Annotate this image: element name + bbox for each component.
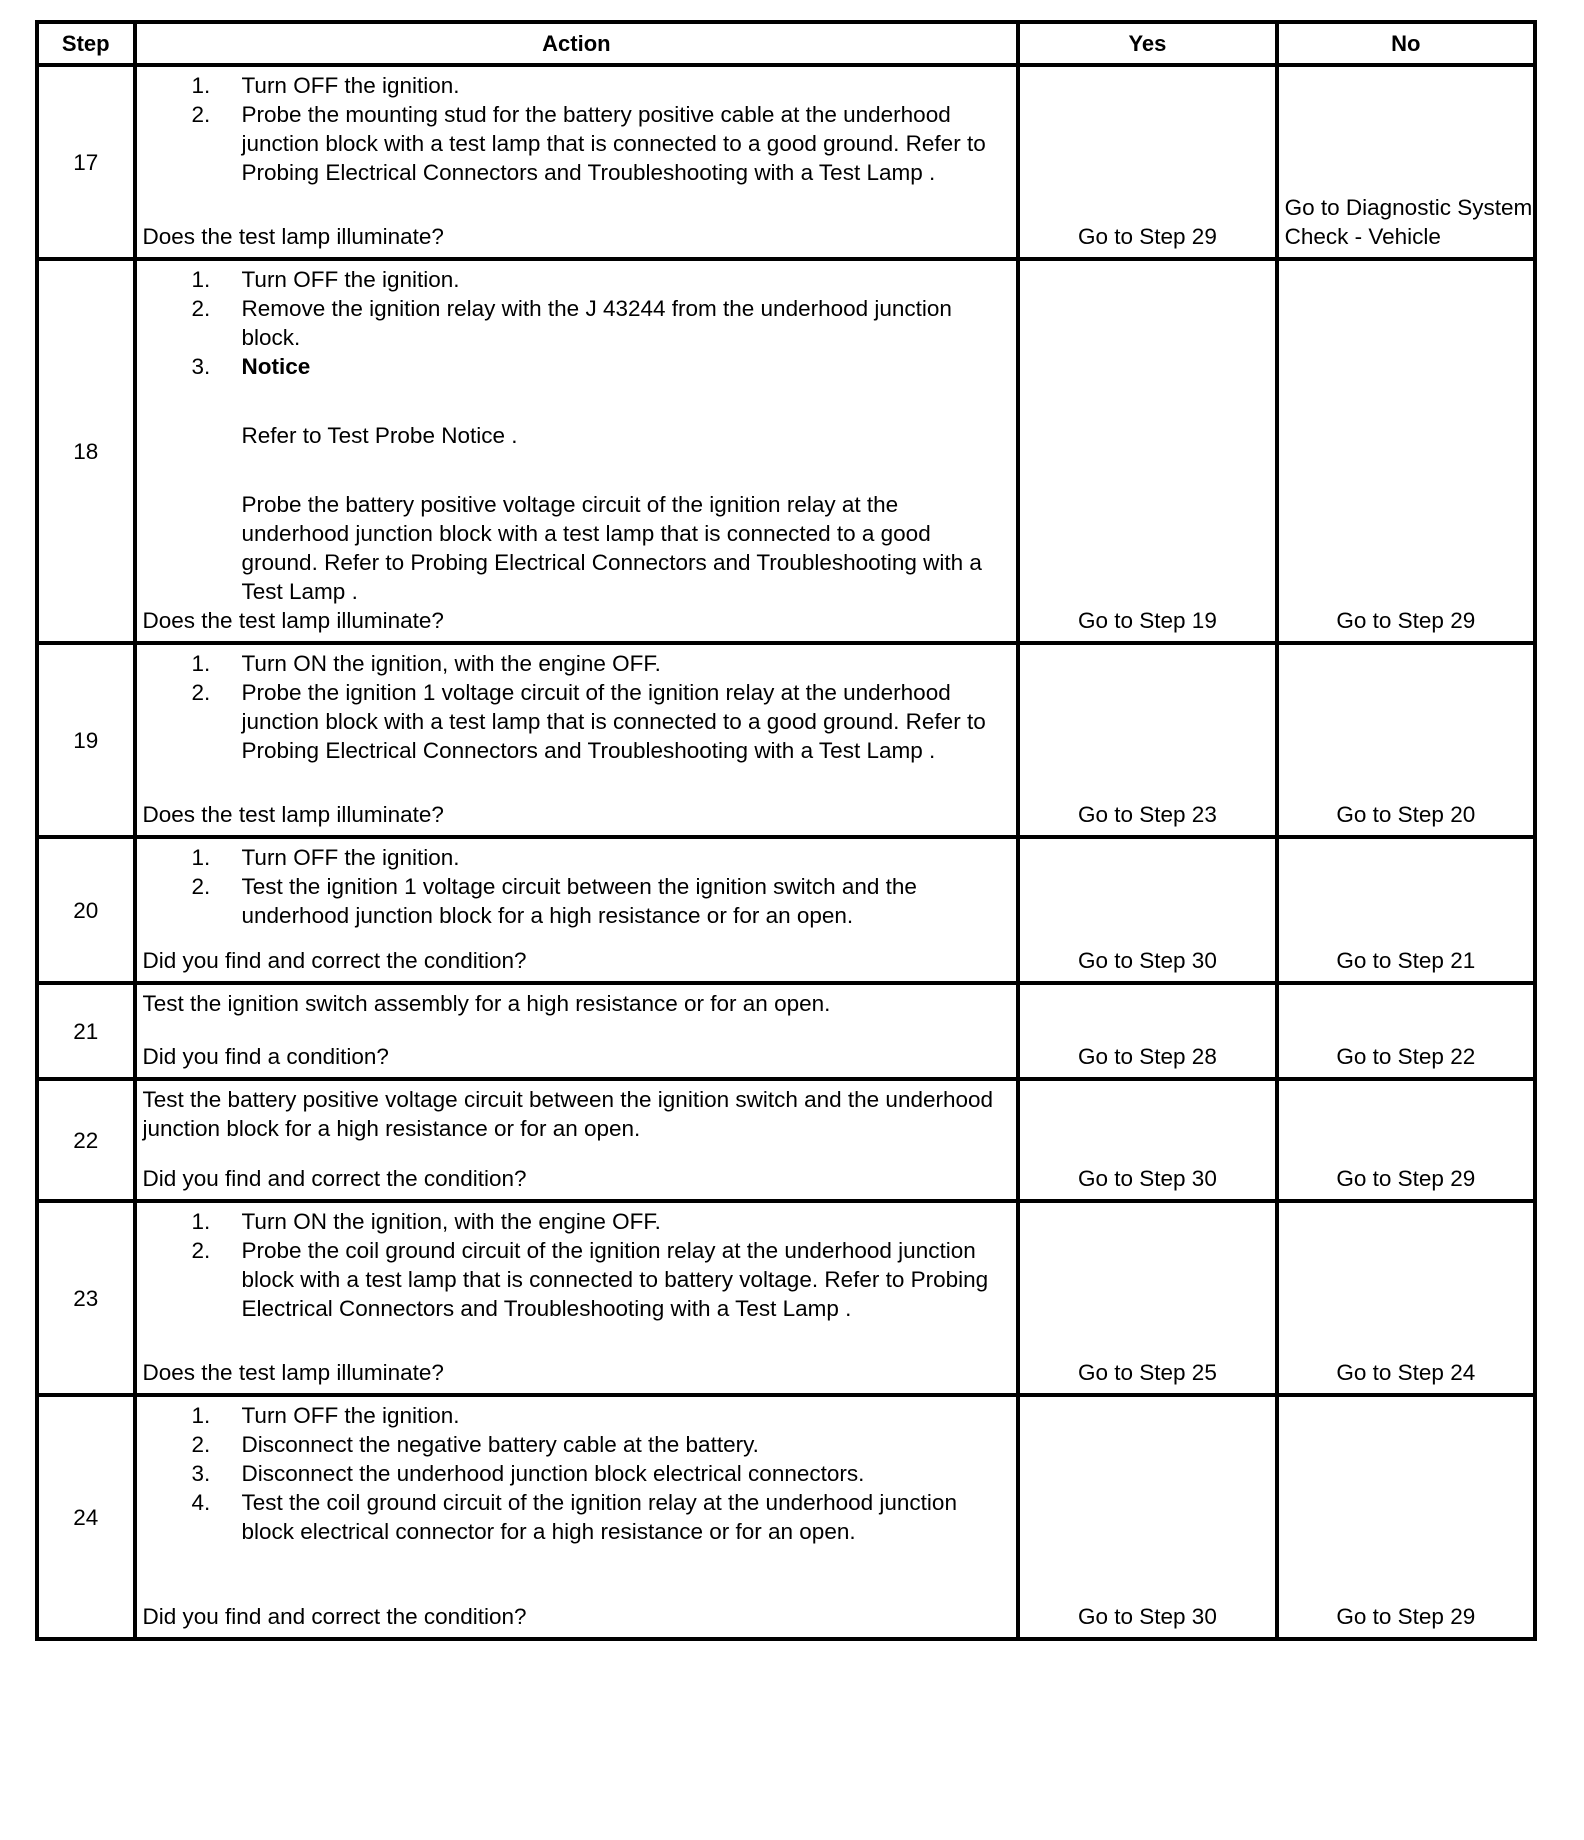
table-row <box>37 837 1535 983</box>
list-item: 1. Turn OFF the ignition. <box>191 267 460 292</box>
no-result: Go to Step 29 <box>1277 1079 1535 1201</box>
question-text: Did you find and correct the condition? <box>142 1604 527 1629</box>
step-number: 20 <box>37 837 135 983</box>
step-number: 24 <box>37 1395 135 1639</box>
no-result: Go to Step 20 <box>1277 643 1535 837</box>
no-result: Go to Step 21 <box>1277 837 1535 983</box>
action-list <box>143 649 1011 765</box>
action-list <box>143 843 1011 930</box>
notice-label: Notice <box>241 354 311 379</box>
action-cell <box>135 1201 1019 1395</box>
yes-result: Go to Step 29 <box>1018 65 1276 259</box>
yes-result: Go to Step 23 <box>1018 643 1276 837</box>
no-result: Go to Step 29 <box>1277 1395 1535 1639</box>
list-item: 2. Disconnect the negative battery cable at the battery. <box>191 1432 759 1457</box>
table-row <box>37 65 1535 259</box>
yes-result: Go to Step 30 <box>1018 837 1276 983</box>
header-no: No <box>1277 22 1535 65</box>
table-row <box>37 1201 1535 1395</box>
question-text: Did you find and correct the condition? <box>142 1166 527 1191</box>
list-item: 3. Notice Refer to Test Probe Notice . Probe the battery positive voltage circuit of the ignition relay at the underhood junction block with a test lamp that is connected to a good ground. Refer to Probing Electrical Connectors and Troubleshooting with a Test Lamp . <box>143 352 1011 606</box>
question-text: Does the test lamp illuminate? <box>142 1360 444 1385</box>
action-list <box>143 71 1011 187</box>
header-action: Action <box>135 22 1019 65</box>
header-row <box>37 22 1535 65</box>
table-row <box>37 259 1535 643</box>
step-number: 23 <box>37 1201 135 1395</box>
action-text: Test the ignition switch assembly for a high resistance or for an open. <box>142 991 831 1016</box>
question-text: Does the test lamp illuminate? <box>142 224 444 249</box>
list-item: 1. Turn OFF the ignition. <box>191 845 460 870</box>
list-item: 2. Probe the ignition 1 voltage circuit of the ignition relay at the underhood junction block with a test lamp that is connected to a good ground. Refer to Probing Electrical Connectors and Troubleshooting with a Test Lamp . <box>191 680 986 763</box>
header-yes: Yes <box>1018 22 1276 65</box>
list-item: 3. Disconnect the underhood junction block electrical connectors. <box>191 1461 865 1486</box>
no-result: Go to Diagnostic System Check - Vehicle <box>1277 65 1535 259</box>
action-cell <box>135 259 1019 643</box>
list-item: 2. Probe the coil ground circuit of the ignition relay at the underhood junction block with a test lamp that is connected to battery voltage. Refer to Probing Electrical Connectors and Troubleshooting with a Test Lamp . <box>191 1238 989 1321</box>
yes-result: Go to Step 28 <box>1018 983 1276 1079</box>
question-text: Does the test lamp illuminate? <box>142 608 444 633</box>
action-list <box>143 1207 1011 1323</box>
list-item: 2. Probe the mounting stud for the battery positive cable at the underhood junction block with a test lamp that is connected to a good ground. Refer to Probing Electrical Connectors and Troubleshooting with a Test Lamp . <box>191 102 986 185</box>
list-item: 2. Remove the ignition relay with the J 43244 from the underhood junction block. <box>191 296 952 350</box>
action-cell <box>135 643 1019 837</box>
action-cell <box>135 983 1019 1079</box>
question-text: Does the test lamp illuminate? <box>142 802 444 827</box>
list-item: 1. Turn OFF the ignition. <box>191 73 460 98</box>
probe-instruction: Probe the battery positive voltage circuit of the ignition relay at the underhood junction block with a test lamp that is connected to a good ground. Refer to Probing Electrical Connectors and Troubleshooting with a Test Lamp . <box>241 492 982 604</box>
no-result: Go to Step 22 <box>1277 983 1535 1079</box>
question-text: Did you find and correct the condition? <box>142 948 527 973</box>
table-row <box>37 643 1535 837</box>
yes-result: Go to Step 30 <box>1018 1395 1276 1639</box>
header-step: Step <box>37 22 135 65</box>
action-cell <box>135 1395 1019 1639</box>
list-item: 1. Turn ON the ignition, with the engine OFF. <box>191 1209 661 1234</box>
notice-reference: Refer to Test Probe Notice . <box>241 423 518 448</box>
step-number: 19 <box>37 643 135 837</box>
action-list <box>143 1401 1011 1546</box>
step-number: 17 <box>37 65 135 259</box>
no-result: Go to Step 24 <box>1277 1201 1535 1395</box>
list-item: 1. Turn OFF the ignition. <box>191 1403 460 1428</box>
action-cell <box>135 65 1019 259</box>
diagnostic-table <box>35 20 1537 1641</box>
list-item: 2. Test the ignition 1 voltage circuit between the ignition switch and the underhood junction block for a high resistance or for an open. <box>191 874 917 928</box>
yes-result: Go to Step 25 <box>1018 1201 1276 1395</box>
action-list <box>143 265 1011 606</box>
action-cell <box>135 837 1019 983</box>
question-text: Did you find a condition? <box>142 1044 389 1069</box>
yes-result: Go to Step 30 <box>1018 1079 1276 1201</box>
action-text: Test the battery positive voltage circuit between the ignition switch and the underhood junction block for a high resistance or for an open. <box>142 1087 994 1141</box>
table-row <box>37 1079 1535 1201</box>
step-number: 22 <box>37 1079 135 1201</box>
table-row <box>37 1395 1535 1639</box>
step-number: 18 <box>37 259 135 643</box>
list-item: 4. Test the coil ground circuit of the ignition relay at the underhood junction block electrical connector for a high resistance or for an open. <box>191 1490 957 1544</box>
yes-result: Go to Step 19 <box>1018 259 1276 643</box>
action-cell <box>135 1079 1019 1201</box>
table-row <box>37 983 1535 1079</box>
list-item: 1. Turn ON the ignition, with the engine OFF. <box>191 651 661 676</box>
step-number: 21 <box>37 983 135 1079</box>
no-result: Go to Step 29 <box>1277 259 1535 643</box>
